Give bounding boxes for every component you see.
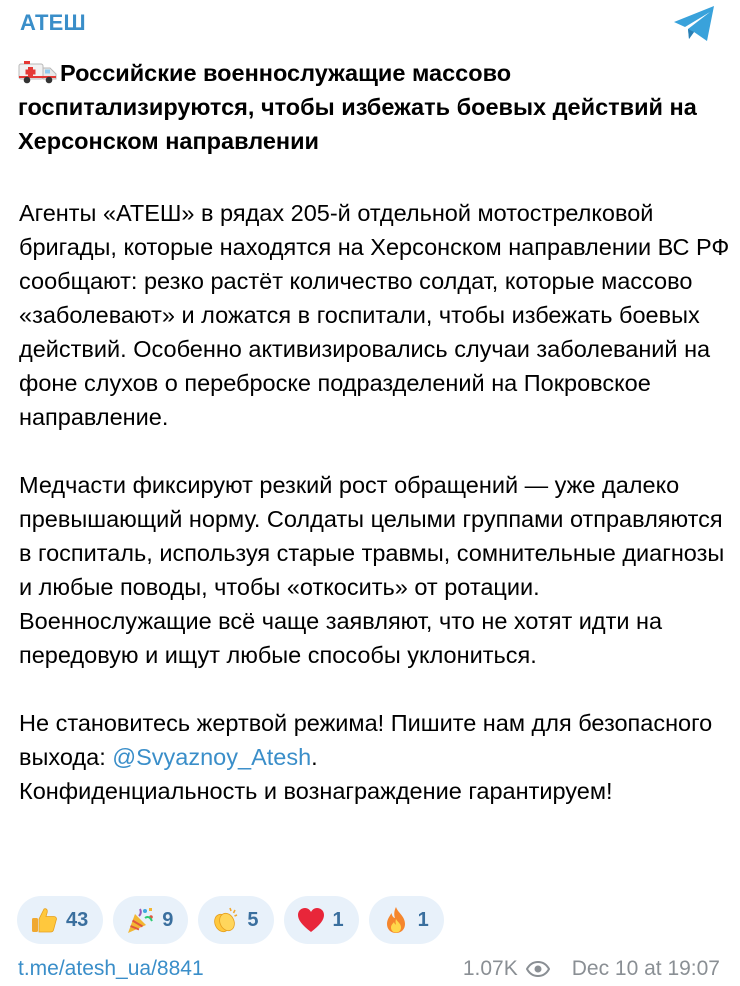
reaction-fire[interactable] [369, 896, 444, 944]
ambulance-icon [18, 59, 58, 85]
post-footer [18, 954, 720, 984]
reaction-party-popper[interactable] [113, 896, 188, 944]
fire-icon [381, 905, 411, 935]
closing-last-line: Конфиденциальность и вознаграждение гарантируем! [19, 778, 613, 804]
paragraph-1: Агенты «АТЕШ» в рядах 205-й отдельной мотострелковой бригады, которые находятся на Херсонском направлении ВС РФ сообщают: резко растёт количество солдат, которые массово «заболевают» и ложатся в госпитали, чтобы избежать боевых действий. Особенно активизировались случаи заболеваний на фоне слухов о переброске подразделений на Покровское направление. [19, 200, 730, 430]
paragraph-3 [19, 706, 731, 808]
red-heart-icon [296, 905, 326, 935]
party-popper-icon [125, 905, 155, 935]
views-count: 1.07K [462, 957, 518, 980]
post-meta [463, 957, 720, 981]
reaction-thumbs-up[interactable] [17, 896, 103, 944]
telegram-icon[interactable] [672, 4, 718, 44]
reaction-clapping-hands[interactable] [198, 896, 273, 944]
reaction-count: 1 [332, 908, 344, 931]
reactions-bar [17, 896, 444, 944]
reaction-count: 9 [162, 908, 174, 931]
post-title-text: Российские военнослужащие массово госпитализируются, чтобы избежать боевых действий на Херсонском направлении [18, 60, 697, 154]
paragraph-2: Медчасти фиксируют резкий рост обращений — уже далеко превышающий норму. Солдаты целыми группами отправляются в госпиталь, используя старые травмы, сомнительные диагнозы и любые поводы, чтобы «откосить» от ротации. Военнослужащие всё чаще заявляют, что не хотят идти на передовую и ищут любые способы уклониться. [19, 472, 725, 668]
post-title [18, 56, 730, 158]
thumbs-up-icon [29, 905, 59, 935]
reaction-count: 1 [417, 908, 429, 931]
channel-name[interactable]: АТЕШ [20, 10, 86, 35]
post-date: Dec 10 at 19:07 [571, 957, 720, 980]
post-link[interactable]: t.me/atesh_ua/8841 [18, 957, 204, 980]
reaction-count: 43 [66, 908, 89, 931]
eye-icon [526, 961, 550, 977]
reaction-red-heart[interactable] [284, 896, 359, 944]
post-body [19, 196, 731, 808]
mention-link[interactable]: @Svyaznoy_Atesh [112, 744, 312, 770]
clapping-hands-icon [210, 905, 240, 935]
closing-punct: . [311, 744, 318, 770]
reaction-count: 5 [247, 908, 259, 931]
closing-text: Не становитесь жертвой режима! Пишите нам для безопасного выхода: [19, 710, 713, 770]
